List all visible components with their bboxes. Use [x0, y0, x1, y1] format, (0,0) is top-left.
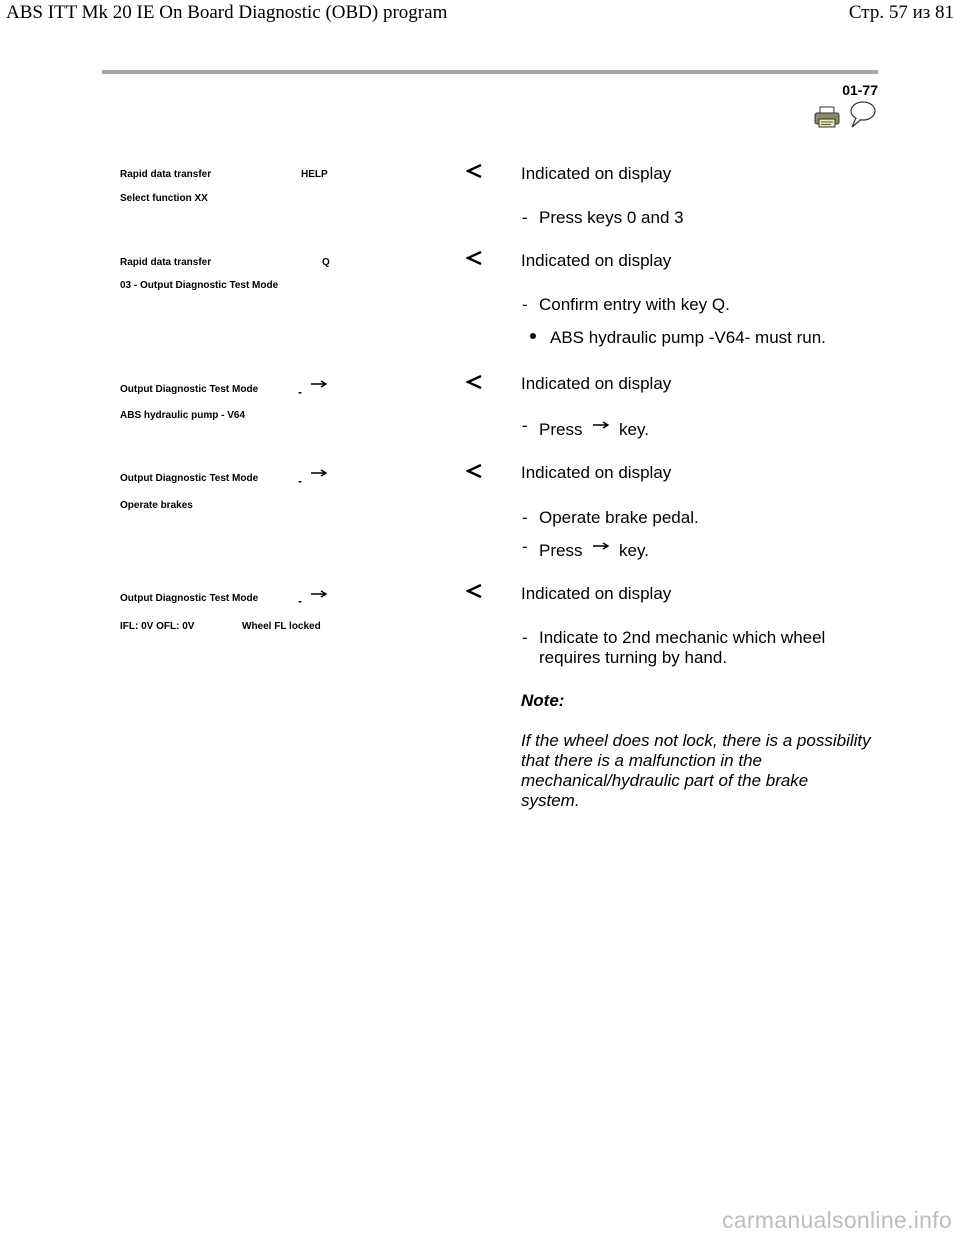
step-text-line1: Indicate to 2nd mechanic which wheel [539, 628, 826, 647]
display-line1: Rapid data transfer [120, 257, 212, 268]
chevron-left-icon [466, 464, 482, 478]
page-code: 01-77 [842, 82, 878, 98]
indicated-label: Indicated on display [521, 584, 672, 603]
dash-marker: - [522, 208, 528, 227]
step-text-pre: Press [539, 420, 583, 439]
document-title: ABS ITT Mk 20 IE On Board Diagnostic (OBD) program [6, 2, 448, 23]
dash-marker: - [522, 628, 528, 647]
indicated-label: Indicated on display [521, 251, 672, 270]
dash-marker: - [522, 537, 528, 556]
indicated-label: Indicated on display [521, 463, 672, 482]
printer-icon[interactable] [814, 106, 840, 128]
dash-marker: - [298, 594, 302, 608]
chevron-left-icon [466, 584, 482, 598]
display-line2b: Wheel FL locked [242, 621, 321, 632]
step-text: Operate brake pedal. [539, 508, 699, 527]
indicated-label: Indicated on display [521, 374, 672, 393]
arrow-right-icon [592, 421, 610, 429]
display-line1: Output Diagnostic Test Mode [120, 473, 259, 484]
dash-marker: - [522, 295, 528, 314]
step-text-post: key. [619, 541, 649, 560]
speech-bubble-icon[interactable] [848, 100, 876, 128]
indicated-label: Indicated on display [521, 164, 672, 183]
bullet-icon [530, 333, 536, 339]
step-text-pre: Press [539, 541, 583, 560]
header-rule [102, 70, 878, 74]
step-text: Press keys 0 and 3 [539, 208, 684, 227]
display-line1: Rapid data transfer [120, 169, 212, 180]
note-body: If the wheel does not lock, there is a possibility that there is a malfunction in the mechanical/hydraulic part of the brake system. [521, 731, 871, 810]
arrow-right-icon [592, 542, 610, 550]
dash-marker: - [298, 474, 302, 488]
chevron-left-icon [466, 164, 482, 178]
display-right: HELP [301, 169, 328, 180]
dash-marker: - [522, 416, 528, 435]
bullet-text: ABS hydraulic pump -V64- must run. [550, 328, 826, 347]
chevron-left-icon [466, 375, 482, 389]
display-line2: ABS hydraulic pump - V64 [120, 410, 246, 421]
page-counter: Стр. 57 из 81 [848, 2, 954, 23]
step-text: Confirm entry with key Q. [539, 295, 730, 314]
display-right: Q [322, 257, 330, 268]
watermark-footer: carmanualsonline.info [721, 1207, 952, 1233]
step-text-line2: requires turning by hand. [539, 648, 728, 667]
note-title: Note: [521, 691, 565, 710]
display-line2: 03 - Output Diagnostic Test Mode [120, 280, 279, 291]
display-line2: Operate brakes [120, 500, 193, 511]
dash-marker: - [298, 385, 302, 399]
display-line1: Output Diagnostic Test Mode [120, 593, 259, 604]
chevron-left-icon [466, 251, 482, 265]
arrow-right-icon [310, 590, 328, 598]
arrow-right-icon [310, 469, 328, 477]
arrow-right-icon [310, 380, 328, 388]
display-line2: Select function XX [120, 193, 208, 204]
dash-marker: - [522, 508, 528, 527]
display-line2a: IFL: 0V OFL: 0V [120, 621, 195, 632]
display-line1: Output Diagnostic Test Mode [120, 384, 259, 395]
step-text-post: key. [619, 420, 649, 439]
